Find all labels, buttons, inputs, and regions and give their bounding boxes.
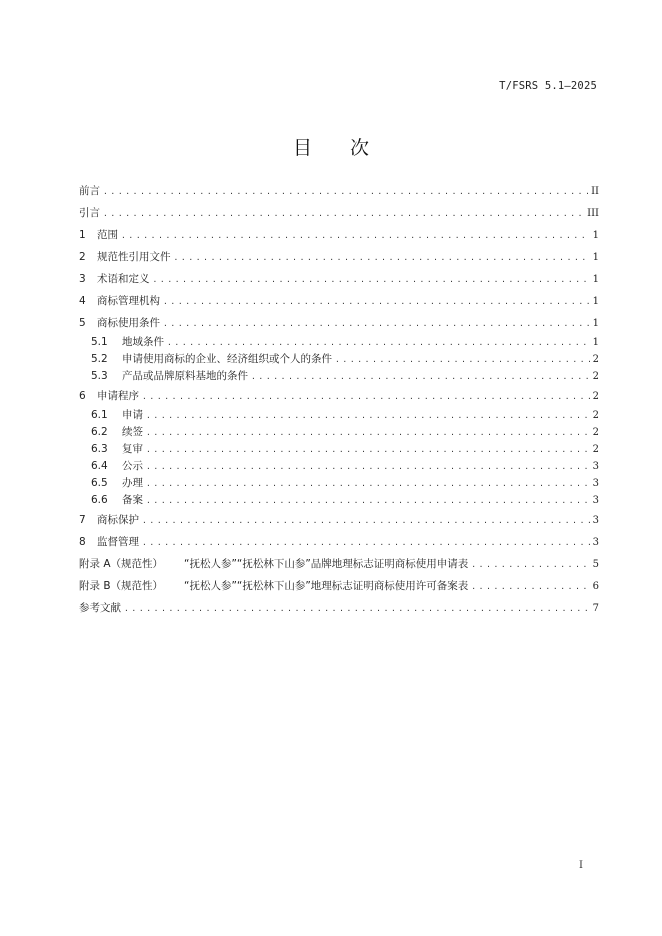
toc-entry-page: 7 (592, 603, 599, 614)
toc-entry-page: 3 (592, 478, 599, 489)
toc-dot-leader (163, 291, 590, 313)
toc-entry-number: 1 (79, 229, 86, 241)
toc-entry-label: 申请程序 (97, 390, 139, 402)
toc-entry-page: 1 (592, 318, 599, 329)
toc-entry-page: 2 (592, 410, 599, 421)
toc-entry-label: 公示 (122, 460, 143, 472)
title-char-1: 目 (292, 137, 312, 159)
page-number: I (579, 860, 583, 871)
toc-entry-number: 6.3 (91, 443, 108, 455)
toc-entry-label: 申请使用商标的企业、经济组织或个人的条件 (122, 353, 332, 365)
toc-entry-label: 术语和定义 (97, 273, 150, 285)
toc-entry-number: 8 (79, 536, 86, 548)
toc-dot-leader (146, 407, 590, 424)
toc-entry-page: 1 (592, 337, 599, 348)
toc-entry-label: 商标保护 (97, 514, 139, 526)
toc-entry[interactable] (79, 180, 599, 202)
toc-entry-number: 5.3 (91, 370, 108, 382)
toc-dot-leader (142, 532, 590, 554)
toc-dot-leader (153, 269, 590, 291)
toc-dot-leader (142, 386, 590, 408)
document-code: T/FSRS 5.1—2025 (499, 80, 597, 92)
toc-entry-page: II (591, 186, 599, 197)
toc-entry-number: 7 (79, 514, 86, 526)
toc-entry[interactable] (79, 475, 599, 492)
toc-entry-number: 2 (79, 251, 86, 263)
toc-dot-leader (103, 203, 584, 225)
toc-entry-number: 附录 B（规范性） (79, 580, 164, 592)
toc-entry[interactable] (79, 492, 599, 509)
toc-entry-number: 6.2 (91, 426, 108, 438)
toc-entry-page: 3 (592, 461, 599, 472)
toc-entry-label: 范围 (97, 229, 118, 241)
toc-entry-label: 前言 (79, 185, 100, 197)
toc-dot-leader (251, 368, 590, 385)
toc-entry[interactable] (79, 351, 599, 368)
toc-dot-leader (146, 492, 590, 509)
toc-entry[interactable] (79, 531, 599, 553)
toc-entry-label: 地域条件 (122, 336, 164, 348)
toc-entry-number: 6.6 (91, 494, 108, 506)
toc-entry-page: 6 (592, 581, 599, 592)
toc-entry[interactable] (79, 202, 599, 224)
toc-entry[interactable] (79, 575, 599, 597)
toc-entry-label: 产品或品牌原料基地的条件 (122, 370, 248, 382)
toc-entry-number: 5 (79, 317, 86, 329)
toc-entry-page: 1 (592, 252, 599, 263)
toc-entry[interactable] (79, 509, 599, 531)
toc-entry[interactable] (79, 597, 599, 619)
toc-entry[interactable] (79, 290, 599, 312)
toc-entry-page: 2 (592, 354, 599, 365)
toc-entry[interactable] (79, 224, 599, 246)
toc-entry-label: 规范性引用文件 (97, 251, 171, 263)
toc-dot-leader (124, 598, 590, 620)
toc-dot-leader (146, 475, 590, 492)
toc-entry[interactable] (79, 312, 599, 334)
toc-dot-leader (103, 181, 588, 203)
toc-entry-label: “抚松人参”“抚松林下山参”地理标志证明商标使用许可备案表 (184, 580, 469, 592)
toc-entry[interactable] (79, 553, 599, 575)
toc-dot-leader (335, 351, 590, 368)
toc-entry-page: 1 (592, 230, 599, 241)
toc-entry-label: 监督管理 (97, 536, 139, 548)
toc-entry-label: 商标管理机构 (97, 295, 160, 307)
toc-entry-number: 3 (79, 273, 86, 285)
toc-dot-leader (146, 458, 590, 475)
toc-entry[interactable] (79, 458, 599, 475)
toc-entry-page: 5 (592, 559, 599, 570)
toc-entry-number: 6 (79, 390, 86, 402)
toc-entry-page: III (587, 208, 599, 219)
toc-entry-label: 申请 (122, 409, 143, 421)
toc-entry-page: 3 (592, 537, 599, 548)
toc-entry-page: 1 (592, 274, 599, 285)
toc-entry-number: 4 (79, 295, 86, 307)
toc-entry[interactable] (79, 424, 599, 441)
toc-entry-number: 附录 A（规范性） (79, 558, 164, 570)
toc-entry-page: 1 (592, 296, 599, 307)
table-of-contents (79, 180, 599, 619)
toc-dot-leader (146, 424, 590, 441)
toc-entry[interactable] (79, 407, 599, 424)
toc-entry-page: 2 (592, 427, 599, 438)
toc-entry-label: “抚松人参”“抚松林下山参”品牌地理标志证明商标使用申请表 (184, 558, 469, 570)
toc-entry-number: 6.4 (91, 460, 108, 472)
toc-entry-label: 参考文献 (79, 602, 121, 614)
page-title (0, 133, 662, 160)
toc-entry[interactable] (79, 441, 599, 458)
toc-entry-label: 续签 (122, 426, 143, 438)
toc-entry[interactable] (79, 368, 599, 385)
toc-dot-leader (146, 441, 590, 458)
toc-entry-page: 3 (592, 515, 599, 526)
toc-dot-leader (163, 313, 590, 335)
toc-entry-page: 2 (592, 371, 599, 382)
toc-entry-number: 6.1 (91, 409, 108, 421)
toc-entry[interactable] (79, 268, 599, 290)
toc-entry-number: 5.1 (91, 336, 108, 348)
toc-entry-label: 办理 (122, 477, 143, 489)
toc-entry[interactable] (79, 385, 599, 407)
toc-dot-leader (121, 225, 590, 247)
toc-entry-label: 备案 (122, 494, 143, 506)
toc-dot-leader (471, 554, 589, 576)
toc-entry-page: 2 (592, 391, 599, 402)
toc-entry-page: 2 (592, 444, 599, 455)
toc-dot-leader (174, 247, 590, 269)
toc-entry[interactable] (79, 246, 599, 268)
toc-entry-label: 商标使用条件 (97, 317, 160, 329)
toc-entry-label: 复审 (122, 443, 143, 455)
toc-dot-leader (167, 334, 590, 351)
title-char-2: 次 (350, 137, 370, 159)
toc-entry-number: 6.5 (91, 477, 108, 489)
toc-entry-label: 引言 (79, 207, 100, 219)
toc-entry-number: 5.2 (91, 353, 108, 365)
toc-entry[interactable] (79, 334, 599, 351)
toc-entry-page: 3 (592, 495, 599, 506)
toc-dot-leader (142, 510, 590, 532)
toc-dot-leader (471, 576, 589, 598)
